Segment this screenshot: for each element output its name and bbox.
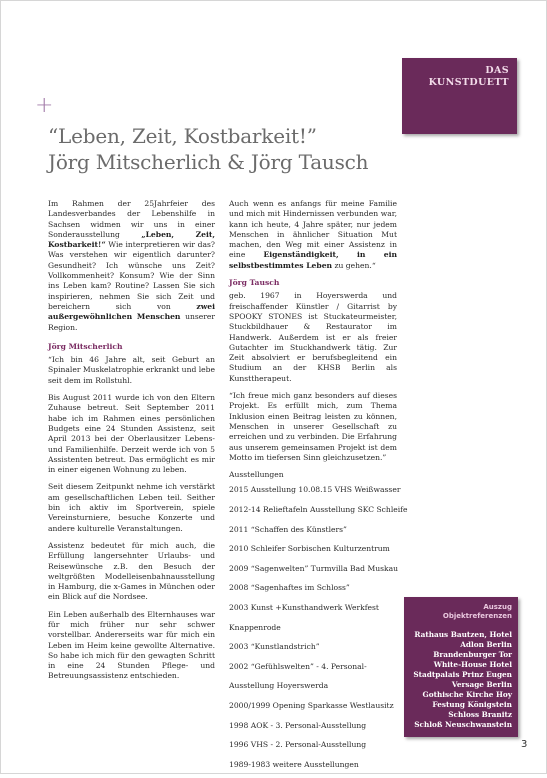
exhibition-item: 2015 Ausstellung 10.08.15 VHS Weißwasser: [229, 485, 401, 495]
assistance-text-b: zu gehen.“: [332, 260, 376, 270]
exhibition-item: 1998 AOK - 3. Personal-Ausstellung: [229, 720, 367, 730]
headline: [48, 123, 388, 175]
mitscherlich-paragraph-5: Ein Leben außerhalb des Elternhauses war für mich früher nur sehr schwer vorstellbar. Andererseits war für mich ein Leben im Heim keine gewollte Alternative. So habe ich mich für den gewagten Schritt in eine 24 Stunden Pflege- und Betreuungsassistenz entschieden.: [48, 609, 215, 681]
references-list: [404, 630, 512, 730]
intro-paragraph: [48, 199, 215, 333]
tausch-quote: “Ich freue mich ganz besonders auf dieses Projekt. Es erfüllt mich, zum Thema Inklusion einen Beitrag leisten zu können, Menschen in unserer Gesellschaft zu erreichen und zu verbinden. Die Erfahrung aus unserem gemeinsamen Projekt ist dem Motto im tiefersen Sinn gleichzusetzen.”: [229, 391, 397, 462]
mitscherlich-paragraph-1: “Ich bin 46 Jahre alt, seit Geburt an Spinaler Muskelatrophie erkrankt und lebe seit dem im Rollstuhl.: [48, 355, 216, 385]
intro-text-b: Wie interpretieren wir das? Was verstehen wir eigentlich darunter? Gesundheit? Ich wünsche uns Zeit? Vollkommenheit? Konsum? Wie der Sinn ins Leben kam? Routine? Lassen Sie sich inspirieren, nehmen Sie sich Zeit und bereichern sich von: [48, 240, 215, 311]
exhibitions-heading: Ausstellungen: [229, 470, 284, 480]
exhibition-item: 2003 “Kunstlandstrich”: [229, 642, 320, 652]
headline-line-2: Jörg Mitscherlich & Jörg Tausch: [48, 150, 369, 174]
exhibition-item: 2000/1999 Opening Sparkasse Westlausitz: [229, 700, 394, 710]
reference-item: Adlon Berlin: [460, 640, 512, 649]
reference-item: White-House Hotel: [433, 660, 512, 669]
plus-icon: +: [35, 93, 54, 118]
intro-title: „Leben, Zeit, Kostbarkeit!“: [48, 229, 216, 250]
exhibitions-list: [229, 484, 408, 771]
exhibition-item: 1996 VHS - 2. Personal-Ausstellung: [229, 740, 367, 750]
intro-bold: zwei außergewöhnlichen Menschen: [48, 301, 215, 322]
references-box: [404, 597, 518, 737]
brand-box: [402, 58, 517, 134]
exhibition-item: 2012-14 Relieftafeln Ausstellung SKC Schleife: [229, 505, 408, 515]
exhibition-item: Knappenrode: [229, 622, 281, 632]
reference-item: Brandenburger Tor: [433, 650, 512, 659]
reference-item: Gothische Kirche Hoy: [422, 690, 512, 699]
reference-item: Schloss Branitz: [448, 710, 512, 719]
reference-item: Rathaus Bautzen, Hotel: [414, 630, 512, 639]
mitscherlich-heading: Jörg Mitscherlich: [48, 341, 123, 351]
exhibition-item: Ausstellung Hoyerswerda: [229, 681, 329, 691]
reference-item: Festung Königstein: [432, 700, 512, 709]
mitscherlich-paragraph-2: Bis August 2011 wurde ich von den Eltern Zuhause betreut. Seit September 2011 habe ich im Rahmen eines persönlichen Budgets eine 24 Stunden Assistenz, seit April 2013 bei der Oberlausitzer Lebens- und Familienhilfe. Derzeit werde ich von 5 Assistenten betreut. Das ermöglicht es mir in einer eigenen Wohnung zu leben.: [48, 393, 215, 475]
headline-line-1: “Leben, Zeit, Kostbarkeit!”: [48, 124, 317, 148]
references-heading-2: Objektreferenzen: [442, 611, 512, 620]
brand-line-2: KUNSTDUETT: [428, 77, 509, 88]
exhibition-item: 2011 “Schaffen des Künstlers”: [229, 524, 347, 534]
intro-text-a: Im Rahmen der 25Jahrfeier des Landesverbandes der Lebenshilfe in Sachsen widmen wir uns in einer Sonderausstellung: [48, 199, 215, 239]
assistance-paragraph: [229, 199, 397, 271]
assistance-bold: Eigenständigkeit, in ein selbstbestimmtes Leben: [229, 250, 397, 270]
tausch-bio: geb. 1967 in Hoyerswerda und freischaffender Künstler / Gitarrist by SPOOKY STONES ist Stuckateurmeister, Stuckbildhauer & Restaurator im Handwerk. Außerdem ist er als freier Gutachter im Stuckhandwerk tätig. Zur Zeit absolviert er berufsbegleitend ein Studium an der KHSB Berlin als Kunsttherapeut.: [229, 291, 397, 383]
right-column: [229, 199, 408, 778]
left-column: [48, 199, 215, 689]
reference-item: Versage Berlin: [451, 680, 512, 689]
mitscherlich-paragraph-4: Assistenz bedeutet für mich auch, die Erfüllung langersehnter Urlaubs- und Reisewünsche z.B. den Besuch der weltgrößten Modelleisenbahnausstellung in Hamburg, die x-Games in München oder ein Blick auf die Nordsee.: [48, 540, 215, 602]
exhibition-item: 2008 “Sagenhaftes im Schloss”: [229, 583, 350, 593]
mitscherlich-paragraph-3: Seit diesem Zeitpunkt nehme ich verstärkt am gesellschaftlichen Leben teil. Seither bin ich aktiv im Sportverein, spiele Vereinsturniere, besuche Konzerte und andere kulturelle Veranstaltungen.: [48, 482, 215, 533]
brand-line-1: DAS: [485, 65, 509, 76]
exhibition-item: 2002 “Gefühlswelten” - 4. Personal-: [229, 661, 367, 671]
reference-item: Schloß Neuschwanstein: [414, 720, 512, 729]
exhibition-item: 2003 Kunst +Kunsthandwerk Werkfest: [229, 602, 379, 612]
page-number: 3: [521, 739, 528, 750]
references-heading-1: Auszug: [483, 603, 512, 611]
exhibition-item: 2009 “Sagenwelten” Turmvilla Bad Muskau: [229, 563, 399, 573]
tausch-heading: Jörg Tausch: [229, 278, 280, 288]
exhibition-item: 1989-1983 weitere Ausstellungen: [229, 759, 359, 769]
reference-item: Stadtpalais Prinz Eugen: [413, 670, 512, 679]
assistance-text-a: Auch wenn es anfangs für meine Familie und mich mit Hindernissen verbunden war, kann ich heute, 4 Jahre später, nur jedem Menschen in ähnlicher Situation Mut machen, den Weg mit einer Assistenz in eine: [229, 199, 397, 260]
exhibition-item: 2010 Schleifer Sorbischen Kulturzentrum: [229, 544, 390, 554]
intro-text-c: unserer Region.: [48, 312, 215, 332]
